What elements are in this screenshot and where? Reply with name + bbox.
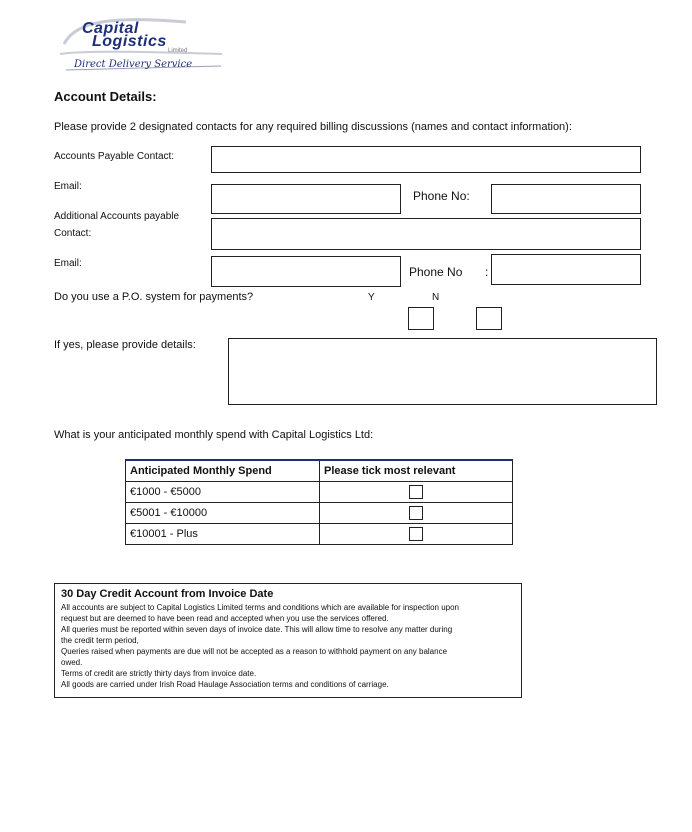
- spend-tick-checkbox-1[interactable]: [409, 485, 423, 499]
- spend-column-header: Anticipated Monthly Spend: [126, 460, 320, 482]
- terms-line: All accounts are subject to Capital Logistics Limited terms and conditions which are available for inspection upon: [61, 603, 459, 612]
- logo-text-capital: Capital: [82, 20, 139, 37]
- po-yes-label: Y: [368, 292, 375, 303]
- logo-text-logistics: Logistics: [92, 33, 167, 50]
- po-no-label: N: [432, 292, 440, 303]
- po-details-label: If yes, please provide details:: [54, 339, 196, 351]
- po-question: Do you use a P.O. system for payments?: [54, 291, 254, 303]
- terms-line: Terms of credit are strictly thirty days from invoice date.: [61, 669, 257, 678]
- terms-title: 30 Day Credit Account from Invoice Date: [61, 588, 274, 600]
- terms-line: owed.: [61, 658, 83, 667]
- table-header-row: [126, 460, 513, 482]
- table-row: [126, 524, 513, 545]
- additional-contact-label-line2: Contact:: [54, 228, 92, 239]
- table-row: [126, 482, 513, 503]
- phone-field-1[interactable]: [491, 184, 641, 214]
- email-field-1[interactable]: [211, 184, 401, 214]
- terms-box: [54, 583, 522, 698]
- spend-table: [125, 459, 513, 545]
- email-field-2[interactable]: [211, 256, 401, 287]
- logo-tagline: Direct Delivery Service: [74, 59, 193, 70]
- spend-tick-checkbox-3[interactable]: [409, 527, 423, 541]
- phone-label-1: Phone No:: [413, 189, 470, 203]
- po-yes-checkbox[interactable]: [408, 307, 434, 330]
- ap-contact-label: Accounts Payable Contact:: [54, 151, 175, 162]
- logo-text-limited: Limited: [168, 48, 188, 54]
- email-label-2: Email:: [54, 258, 82, 269]
- spend-tick-checkbox-2[interactable]: [409, 506, 423, 520]
- phone-field-2[interactable]: [491, 254, 641, 285]
- ap-contact-field[interactable]: [211, 146, 641, 173]
- spend-range-cell: €10001 - Plus: [126, 524, 320, 545]
- spend-range-cell: €5001 - €10000: [126, 503, 320, 524]
- company-logo: [56, 14, 226, 72]
- terms-line: All goods are carried under Irish Road Haulage Association terms and conditions of carriage.: [61, 680, 389, 689]
- spend-question: What is your anticipated monthly spend with Capital Logistics Ltd:: [54, 429, 374, 441]
- po-no-checkbox[interactable]: [476, 307, 502, 330]
- terms-line: request but are deemed to have been read and accepted when you use the services offered.: [61, 614, 389, 623]
- table-row: [126, 503, 513, 524]
- terms-line: Queries raised when payments are due will not be accepted as a reason to withhold payment on any balance: [61, 647, 448, 656]
- additional-contact-field[interactable]: [211, 218, 641, 250]
- tick-column-header: Please tick most relevant: [320, 460, 513, 482]
- po-details-field[interactable]: [228, 338, 657, 405]
- terms-line: All queries must be reported within seven days of invoice date. This will allow time to resolve any matter during: [61, 625, 453, 634]
- email-label-1: Email:: [54, 181, 82, 192]
- page-title: Account Details:: [54, 89, 157, 104]
- spend-range-cell: €1000 - €5000: [126, 482, 320, 503]
- phone-label-2: Phone No: [409, 265, 463, 279]
- terms-line: the credit term period,: [61, 636, 139, 645]
- additional-contact-label-line1: Additional Accounts payable: [54, 211, 180, 222]
- phone-label-2-colon: :: [485, 265, 489, 279]
- intro-text: Please provide 2 designated contacts for any required billing discussions (names and contact information):: [54, 121, 572, 133]
